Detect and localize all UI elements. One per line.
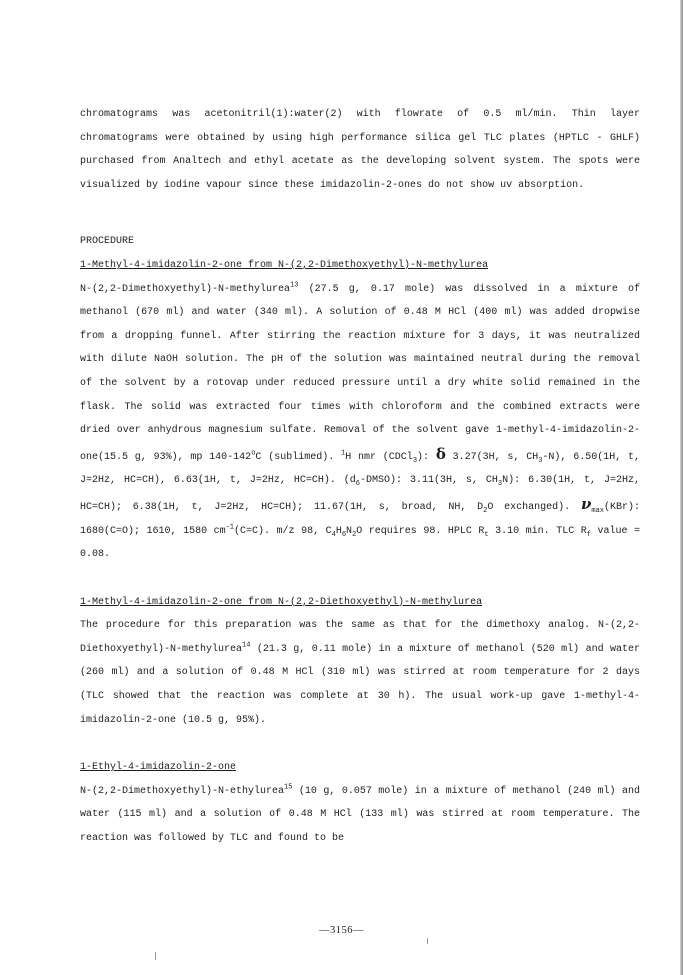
document-body <box>80 103 640 851</box>
delta-symbol: δ <box>435 444 446 463</box>
nu-symbol: ν <box>580 494 592 513</box>
subheading-ethyl: 1-Ethyl-4-imidazolin-2-one <box>80 762 237 774</box>
scan-speck <box>155 952 156 960</box>
paragraph-ethyl: N-(2,2-Dimethoxyethyl)-N-ethylurea$^{15}$ (10 g, 0.057 mole) in a mixture of methanol (240 ml) and water (115 ml) and a solution of 0.48 M HCl (133 ml) was stirred at room temperature. The reaction was followed by TLC and found to be <box>80 783 640 845</box>
intro-paragraph: chromatograms was acetonitril(1):water(2) with flowrate of 0.5 ml/min. Thin layer chromatograms were obtained by using high performance silica gel TLC plates (HPTLC - GHLF) purchased from Analtech and ethyl acetate as the developing solvent system. The spots were visualized by iodine vapour since these imidazolin-2-ones do not show uv absorption. <box>80 109 640 191</box>
scan-speck <box>427 938 428 944</box>
page-number: —3156— <box>319 925 364 936</box>
subheading-dimethoxy: 1-Methyl-4-imidazolin-2-one from N-(2,2-Dimethoxyethyl)-N-methylurea <box>80 259 489 271</box>
paragraph-dimethoxy: N-(2,2-Dimethoxyethyl)-N-methylurea$^{13}$ (27.5 g, 0.17 mole) was dissolved in a mixture of methanol (670 ml) and water (340 ml). A solution of 0.48 M HCl (400 ml) was added dropwise from a dropping funnel. After stirring the reaction mixture for 3 days, it was neutralized with dilute NaOH solution. The pH of the solution was maintained neutral during the removal of the solvent by a rotovap under reduced pressure until a dry white solid remained in the flask. The solid was extracted four times with chloroform and the combined extracts were dried over anhydrous magnesium sulfate. Removal of the solvent gave 1-methyl-4-imidazolin-2-one(15.5 g, 93%), mp 140-142$^o$C (sublimed). $^1$H nmr (CDCl$_3$): δ 3.27(3H, s, $CH_3-N$), 6.50(1H, t, J=2Hz, HC=CH), 6.63(1H, t, J=2Hz, HC=CH). $(d_6-DMSO)$: 3.11(3H, s, $CH_3N$): 6.30(1H, t, J=2Hz, HC=CH); 6.38(1H, t, J=2Hz, HC=CH); 11.67(1H, s, broad, NH, $D_2O$ exchanged). $\nu_{max}(KBr)$: 1680(C=O); 1610, 1580 $cm^{-1}(C=C)$. m/z 98, $C_4H_6N_2O$ requires 98. HPLC $R_t$ 3.10 min. TLC $R_f$ value = 0.08. <box>80 281 641 561</box>
subheading-diethoxy: 1-Methyl-4-imidazolin-2-one from N-(2,2-Diethoxyethyl)-N-methylurea <box>80 596 483 608</box>
paragraph-diethoxy: The procedure for this preparation was the same as that for the dimethoxy analog. N-(2,2-Diethoxyethyl)-N-methylurea$^{14}$ (21.3 g, 0.11 mole) in a mixture of methanol (520 ml) and water (260 ml) and a solution of 0.48 M HCl (310 ml) was stirred at room temperature for 2 days (TLC showed that the reaction was complete at 30 h). The usual work-up gave 1-methyl-4-imidazolin-2-one (10.5 g, 95%). <box>80 620 640 726</box>
section-title-procedure: PROCEDURE <box>80 236 135 248</box>
